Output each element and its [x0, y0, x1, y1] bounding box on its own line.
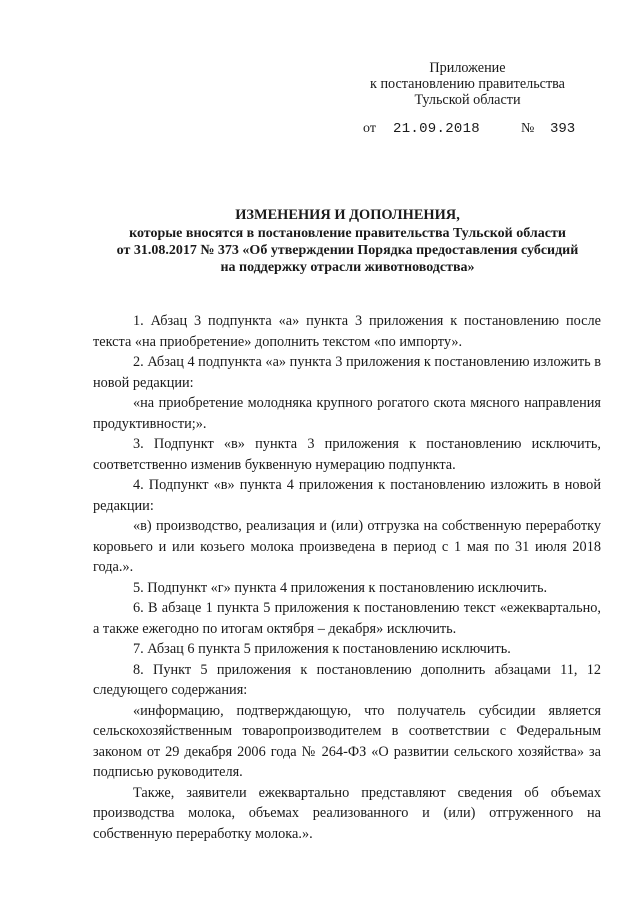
paragraph-7: 7. Абзац 6 пункта 5 приложения к постановлению исключить. — [133, 641, 511, 657]
paragraph-3: 3. Подпункт «в» пункта 3 приложения к постановлению исключить, соответственно изменив буквенную нумерацию подпункта. — [93, 436, 601, 473]
title-line-4: на поддержку отрасли животноводства» — [220, 260, 475, 276]
document-body — [93, 311, 601, 844]
number-label: № — [521, 121, 535, 136]
appendix-label: Приложение — [429, 60, 506, 76]
paragraph-8-quote-1: «информацию, подтверждающую, что получатель субсидии является сельскохозяйственным товаропроизводителем в соответствии с Федеральным законом от 29 декабря 2006 года № 264-ФЗ «О развитии сельского хозяйства» за подписью руководителя. — [93, 702, 601, 780]
document-date: 21.09.2018 — [393, 121, 481, 137]
paragraph-4: 4. Подпункт «в» пункта 4 приложения к постановлению изложить в новой редакции: — [93, 477, 601, 514]
title-line-3: от 31.08.2017 № 373 «Об утверждении Порядка предоставления субсидий — [116, 243, 579, 259]
paragraph-2: 2. Абзац 4 подпункта «а» пункта 3 приложения к постановлению изложить в новой редакции: — [93, 354, 601, 391]
title-line-2: которые вносятся в постановление правительства Тульской области — [129, 225, 566, 241]
document-title — [80, 207, 615, 277]
document-date-number — [0, 121, 640, 141]
paragraph-5: 5. Подпункт «г» пункта 4 приложения к постановлению исключить. — [133, 579, 548, 596]
paragraph-2-quote: «на приобретение молодняка крупного рогатого скота мясного направления продуктивности;». — [93, 395, 601, 432]
date-label: от — [363, 121, 376, 136]
title-main: ИЗМЕНЕНИЯ И ДОПОЛНЕНИЯ, — [235, 207, 460, 223]
paragraph-6: 6. В абзаце 1 пункта 5 приложения к постановлению текст «ежеквартально, а также ежегодно по итогам октября – декабря» исключить. — [93, 600, 601, 637]
to-resolution-label: к постановлению правительства — [370, 76, 565, 92]
paragraph-8-quote-2: Также, заявители ежеквартально представляют сведения об объемах производства молока, объемах реализованного и (или) отгруженного на собственную переработку молока.». — [93, 784, 601, 842]
paragraph-8: 8. Пункт 5 приложения к постановлению дополнить абзацами 11, 12 следующего содержания: — [93, 661, 601, 698]
document-number: 393 — [550, 121, 576, 137]
region-label: Тульской области — [414, 92, 521, 108]
paragraph-1: 1. Абзац 3 подпункта «а» пункта 3 приложения к постановлению после текста «на приобретение» дополнить текстом «по импорту». — [93, 313, 601, 350]
paragraph-4-quote: «в) производство, реализация и (или) отгрузка на собственную переработку коровьего и или козьего молока произведена в период с 1 мая по 31 июля 2018 года.». — [93, 518, 601, 575]
appendix-header — [345, 60, 590, 108]
